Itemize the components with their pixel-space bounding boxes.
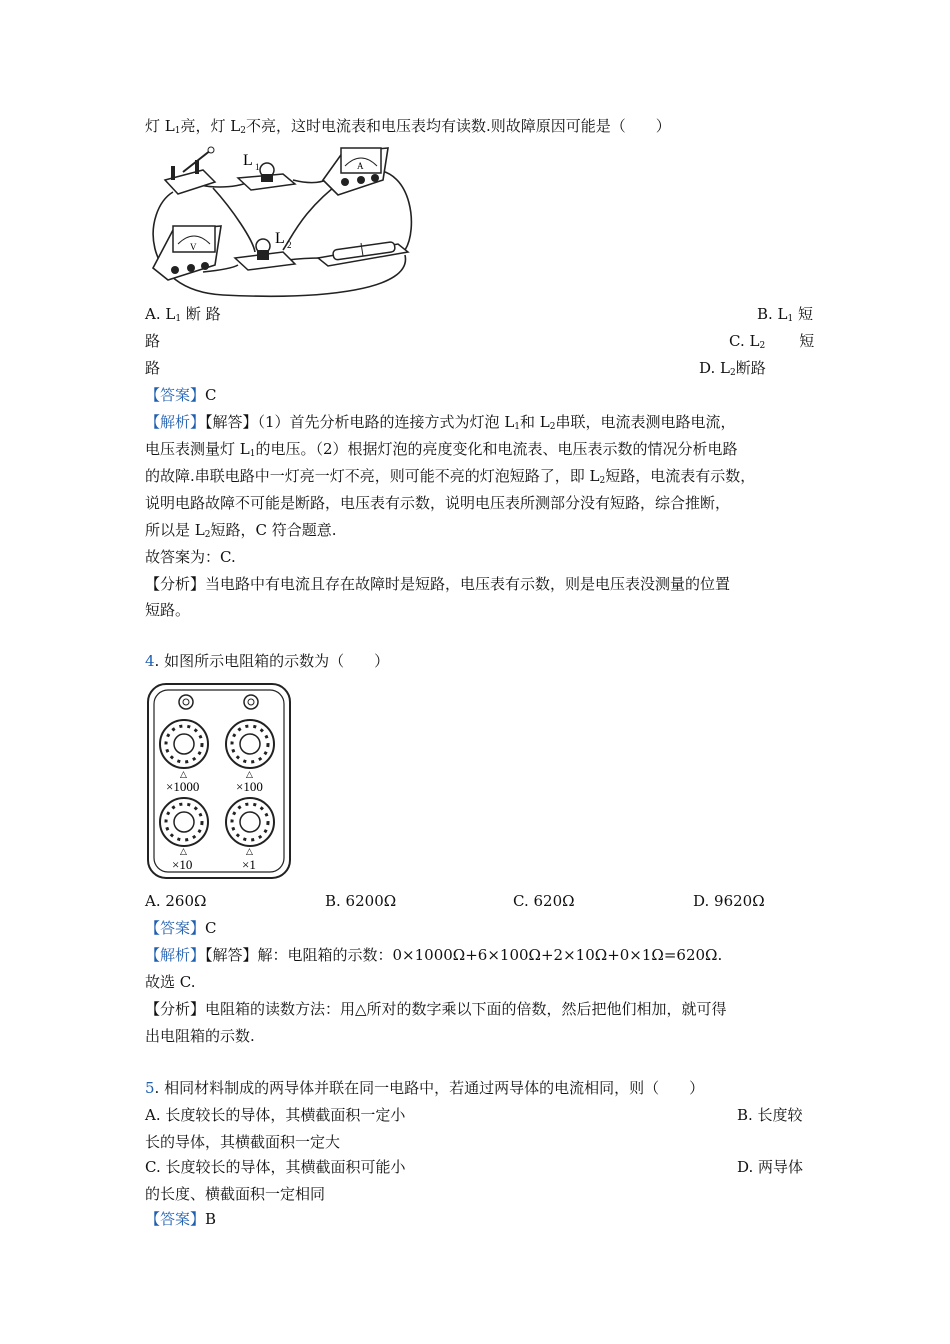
lamp-l1 bbox=[238, 152, 295, 190]
svg-text:△: △ bbox=[180, 847, 187, 857]
q3-option-c[interactable]: C. $L_2$ 短 bbox=[729, 332, 815, 351]
q3-answer: 【答案】C bbox=[145, 386, 217, 404]
q4-stem: 4. 如图所示电阻箱的示数为（ ） bbox=[145, 652, 390, 670]
q5-option-d[interactable]: D. 两导体 bbox=[737, 1158, 804, 1176]
q3-option-b[interactable]: B. $L_1$ 短 bbox=[757, 305, 814, 324]
circuit-figure bbox=[143, 140, 418, 298]
q4-option-c[interactable]: C. 620Ω bbox=[513, 892, 575, 910]
resistance-box-figure bbox=[146, 682, 292, 882]
q5-answer: 【答案】B bbox=[145, 1210, 217, 1228]
q4-fenxi-line-1: 【分析】电阻箱的读数方法：用△所对的数字乘以下面的倍数，然后把他们相加，就可得 bbox=[145, 1000, 727, 1018]
q3-analysis-line-2: 电压表测量灯 $L_1$的电压。（2）根据灯泡的亮度变化和电流表、电压表示数的情况分析电路 bbox=[145, 440, 738, 459]
q4-answer: 【答案】C bbox=[145, 919, 217, 937]
q3-option-c-wrap: 路 bbox=[145, 359, 161, 377]
q3-fenxi-line-1: 【分析】当电路中有电流且存在故障时是短路，电压表有示数，则是电压表没测量的位置 bbox=[145, 575, 731, 593]
q5-stem: 5. 相同材料制成的两导体并联在同一电路中，若通过两导体的电流相同，则（ ） bbox=[145, 1079, 705, 1097]
q4-option-b[interactable]: B. 6200Ω bbox=[325, 892, 397, 910]
svg-text:L: L bbox=[275, 230, 285, 247]
q5-option-a[interactable]: A. 长度较长的导体，其横截面积一定小 bbox=[145, 1106, 406, 1124]
q3-analysis-line-4: 说明电路故障不可能是断路，电压表有示数，说明电压表所测部分没有短路，综合推断， bbox=[145, 494, 731, 512]
mult-1: ×1 bbox=[242, 857, 256, 872]
svg-text:△: △ bbox=[180, 770, 187, 780]
svg-text:△: △ bbox=[246, 847, 253, 857]
q3-option-d[interactable]: D. $L_2$断路 bbox=[699, 359, 766, 378]
q3-fenxi-line-2: 短路。 bbox=[145, 601, 191, 619]
q5-option-b[interactable]: B. 长度较 bbox=[737, 1106, 803, 1124]
svg-text:△: △ bbox=[246, 770, 253, 780]
q3-analysis-line-5: 所以是 $L_2$短路，C 符合题意. bbox=[145, 521, 337, 540]
q4-option-a[interactable]: A. 260Ω bbox=[145, 892, 207, 910]
q3-analysis-line-3: 的故障.串联电路中一灯亮一灯不亮，则可能不亮的灯泡短路了，即 $L_2$短路，电流表有示数， bbox=[145, 467, 756, 486]
svg-text:V: V bbox=[190, 242, 197, 252]
battery bbox=[318, 242, 408, 266]
ammeter bbox=[323, 148, 388, 195]
svg-text:A: A bbox=[357, 161, 364, 171]
svg-text:L: L bbox=[243, 152, 253, 169]
mult-1000: ×1000 bbox=[166, 779, 200, 794]
q3-option-b-wrap: 路 bbox=[145, 332, 161, 350]
q5-option-b-wrap: 长的导体，其横截面积一定大 bbox=[145, 1133, 341, 1151]
svg-text:1: 1 bbox=[255, 162, 260, 172]
q3-analysis-line-6: 故答案为：C. bbox=[145, 548, 236, 566]
mult-10: ×10 bbox=[172, 857, 193, 872]
q3-option-a[interactable]: A. $L_1$ 断 路 bbox=[145, 305, 221, 324]
q5-option-d-wrap: 的长度、横截面积一定相同 bbox=[145, 1185, 326, 1203]
q4-analysis-line-2: 故选 C. bbox=[145, 973, 196, 991]
lamp-l2 bbox=[235, 230, 295, 270]
q5-option-c[interactable]: C. 长度较长的导体，其横截面积可能小 bbox=[145, 1158, 406, 1176]
q4-fenxi-line-2: 出电阻箱的示数. bbox=[145, 1027, 255, 1045]
q4-option-d[interactable]: D. 9620Ω bbox=[693, 892, 765, 910]
q3-stem: 灯 $L_1$亮，灯 $L_2$不亮，这时电流表和电压表均有读数.则故障原因可能是（ ） bbox=[145, 117, 671, 136]
svg-text:2: 2 bbox=[287, 240, 292, 250]
q3-analysis-line-1: 【解析】【解答】（1）首先分析电路的连接方式为灯泡 $L_1$和 $L_2$串联，电流表测电路电流， bbox=[145, 413, 736, 432]
mult-100: ×100 bbox=[236, 779, 263, 794]
q4-analysis-line-1: 【解析】【解答】解：电阻箱的示数：0×1000Ω+6×100Ω+2×10Ω+0×1Ω=620Ω. bbox=[145, 946, 723, 964]
